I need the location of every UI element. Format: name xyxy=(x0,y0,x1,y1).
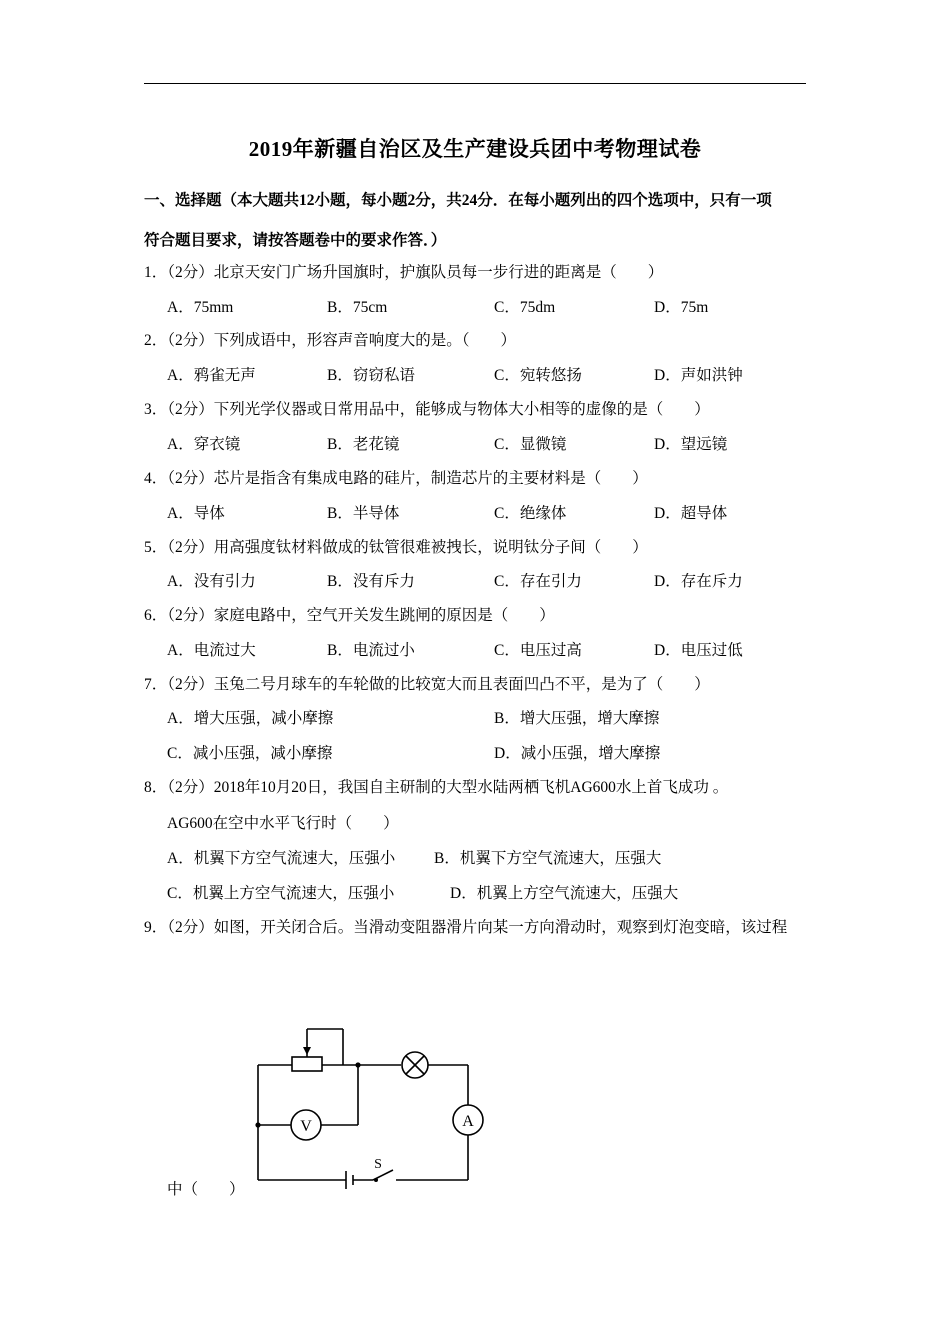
question-5-option-c: C．存在引力 xyxy=(494,573,582,590)
section-heading-cont: 符合题目要求，请按答题卷中的要求作答．） xyxy=(144,232,447,249)
voltmeter-label: V xyxy=(300,1118,312,1135)
question-6-stem: 6．（2分）家庭电路中，空气开关发生跳闸的原因是（ ） xyxy=(144,607,555,624)
question-6-option-d: D．电压过低 xyxy=(654,642,743,659)
question-3-option-c: C．显微镜 xyxy=(494,436,567,453)
question-9-stem-end: 中（ ） xyxy=(167,1181,245,1198)
question-3-stem: 3．（2分）下列光学仪器或日常用品中，能够成与物体大小相等的虚像的是（ ） xyxy=(144,401,710,418)
rheostat xyxy=(292,1057,322,1071)
question-5-option-a: A．没有引力 xyxy=(167,573,256,590)
question-8-option-d: D．机翼上方空气流速大，压强大 xyxy=(450,885,679,902)
question-4-option-d: D．超导体 xyxy=(654,505,728,522)
question-2-option-d: D．声如洪钟 xyxy=(654,367,743,384)
question-6-option-b: B．电流过小 xyxy=(327,642,415,659)
page-title: 2019年新疆自治区及生产建设兵团中考物理试卷 xyxy=(248,137,702,161)
switch-label: S xyxy=(374,1157,382,1172)
question-3-option-b: B．老花镜 xyxy=(327,436,400,453)
question-7-option-c: C．减小压强，减小摩擦 xyxy=(167,745,333,762)
question-8-option-a: A．机翼下方空气流速大，压强小 xyxy=(167,850,396,867)
question-1-option-d: D．75m xyxy=(654,299,709,316)
question-6-option-a: A．电流过大 xyxy=(167,642,256,659)
question-8-stem-cont: AG600在空中水平飞行时（ ） xyxy=(167,815,399,832)
question-7-option-b: B．增大压强，增大摩擦 xyxy=(494,710,660,727)
question-8-stem: 8．（2分）2018年10月20日，我国自主研制的大型水陆两栖飞机AG600水上首飞成功 。 xyxy=(144,779,729,796)
question-2-option-a: A．鸦雀无声 xyxy=(167,367,256,384)
question-5-option-d: D．存在斥力 xyxy=(654,573,743,590)
question-1-option-b: B．75cm xyxy=(327,299,388,316)
question-3-option-a: A．穿衣镜 xyxy=(167,436,241,453)
question-8-option-b: B．机翼下方空气流速大，压强大 xyxy=(434,850,662,867)
question-4-option-b: B．半导体 xyxy=(327,505,400,522)
question-1-option-a: A．75mm xyxy=(167,299,234,316)
question-7-option-d: D．减小压强，增大摩擦 xyxy=(494,745,661,762)
question-7-stem: 7．（2分）玉兔二号月球车的车轮做的比较宽大而且表面凹凸不平，是为了（ ） xyxy=(144,676,710,693)
question-2-option-b: B．窃窃私语 xyxy=(327,367,415,384)
circuit-diagram xyxy=(250,1025,490,1195)
top-rule xyxy=(144,83,806,84)
question-2-stem: 2．（2分）下列成语中，形容声音响度大的是。（ ） xyxy=(144,332,517,349)
ammeter-label: A xyxy=(462,1113,474,1130)
question-8-option-c: C．机翼上方空气流速大，压强小 xyxy=(167,885,395,902)
section-heading: 一、选择题（本大题共12小题，每小题2分，共24分．在每小题列出的四个选项中，只有一项 xyxy=(144,192,772,209)
question-6-option-c: C．电压过高 xyxy=(494,642,582,659)
question-4-option-c: C．绝缘体 xyxy=(494,505,567,522)
question-1-stem: 1．（2分）北京天安门广场升国旗时，护旗队员每一步行进的距离是（ ） xyxy=(144,264,664,281)
question-3-option-d: D．望远镜 xyxy=(654,436,728,453)
question-2-option-c: C．宛转悠扬 xyxy=(494,367,582,384)
question-1-option-c: C．75dm xyxy=(494,299,556,316)
question-5-stem: 5．（2分）用高强度钛材料做成的钛管很难被拽长，说明钛分子间（ ） xyxy=(144,539,648,556)
question-7-option-a: A．增大压强，减小摩擦 xyxy=(167,710,334,727)
question-4-option-a: A．导体 xyxy=(167,505,225,522)
question-5-option-b: B．没有斥力 xyxy=(327,573,415,590)
question-9-stem: 9．（2分）如图，开关闭合后。当滑动变阻器滑片向某一方向滑动时，观察到灯泡变暗，该过程 xyxy=(144,919,788,936)
question-4-stem: 4．（2分）芯片是指含有集成电路的硅片，制造芯片的主要材料是（ ） xyxy=(144,470,648,487)
